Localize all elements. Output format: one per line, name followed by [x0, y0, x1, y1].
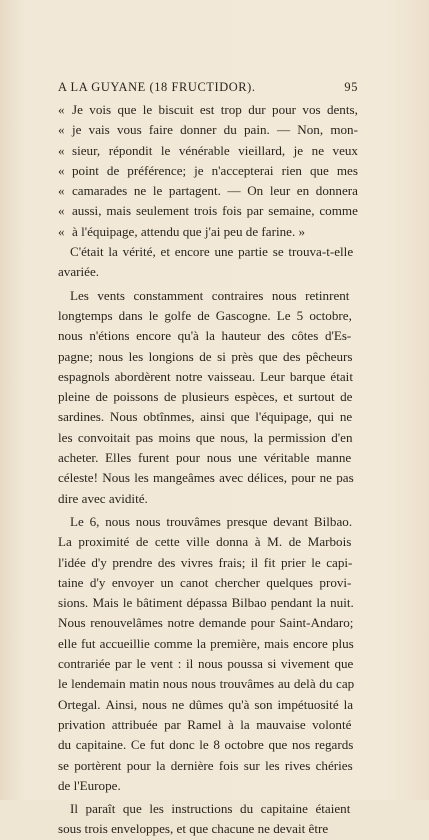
quote-mark: «	[58, 142, 65, 158]
text-line: pleine de poissons de plusieurs espèces, et surtout de	[58, 389, 353, 405]
quote-mark: «	[58, 122, 65, 138]
text-line: privation attribuée par Ramel à la mauvaise volonté	[58, 716, 352, 732]
text-line: Nous renouvelâmes notre demande pour Saint-Andaro;	[58, 615, 354, 631]
text-line: acheter. Elles furent pour nous une véritable manne	[58, 450, 352, 466]
text-line: se portèrent pour la dernière fois sur les rives chéries	[58, 757, 353, 773]
page-body	[58, 100, 358, 840]
text-line: « sieur, répondit le vénérable vieillard, je ne veux	[58, 141, 358, 161]
paragraph	[58, 100, 358, 242]
text-line: La proximité de cette ville donna à M. de Marbois	[58, 534, 352, 550]
text-line: de l'Europe.	[58, 777, 121, 793]
running-title: A LA GUYANE (18 FRUCTIDOR).	[58, 80, 256, 94]
quote-mark: «	[58, 183, 65, 199]
text-line: contrariée par le vent : il nous poussa si vivement que	[58, 656, 354, 672]
quote-mark: «	[58, 223, 65, 239]
text-line: sions. Mais le bâtiment dépassa Bilbao pendant la nuit.	[58, 595, 354, 611]
text-line: « Je vois que le biscuit est trop dur pour vos dents,	[58, 100, 358, 120]
page-number: 95	[344, 80, 358, 94]
text-line: Il paraît que les instructions du capitaine étaient	[70, 801, 351, 817]
text-line: C'était la vérité, et encore une partie se trouva-t-elle	[70, 244, 354, 260]
text-line: Les vents constamment contraires nous retinrent	[70, 287, 350, 303]
text-line: taine d'y envoyer un canot chercher quelques provi-	[58, 574, 352, 590]
text-line: « je vais vous faire donner du pain. — Non, mon-	[58, 120, 358, 140]
running-header	[58, 80, 358, 95]
text-line: l'idée d'y prendre des vivres frais; il fit prier le capi-	[58, 554, 353, 570]
text-line: Le 6, nous nous trouvâmes presque devant Bilbao.	[70, 513, 353, 529]
text-line: « camarades ne le partagent. — On leur en donnera	[58, 181, 358, 201]
text-line: « à l'équipage, attendu que j'ai peu de farine. »	[58, 222, 358, 242]
text-line: nous n'étions encore qu'à la hauteur des côtes d'Es-	[58, 328, 352, 344]
text-line: céleste! Nous les mangeâmes avec délices, pour ne pas	[58, 470, 354, 486]
text-line: elle fut accueillie comme la première, mais encore plus	[58, 635, 354, 651]
quote-mark: «	[58, 162, 65, 178]
text-line: « point de préférence; je n'accepterai rien que mes	[58, 161, 358, 181]
text-line: avariée.	[58, 264, 100, 280]
paragraph	[58, 242, 358, 283]
text-line: dire avec avidité.	[58, 490, 148, 506]
text-line: pagne; nous les longions de si près que des pêcheurs	[58, 348, 353, 364]
text-line: le lendemain matin nous nous trouvâmes au delà du cap	[58, 676, 355, 692]
text-line: Ortegal. Ainsi, nous ne dûmes qu'à son impétuosité la	[58, 696, 354, 712]
text-line: sardines. Nous obtînmes, ainsi que l'équipage, qui ne	[58, 409, 353, 425]
text-line: « aussi, mais seulement trois fois par semaine, comme	[58, 201, 358, 221]
paragraph	[58, 286, 358, 509]
text-line: les convoitait pas moins que nous, la permission d'en	[58, 429, 353, 445]
quote-mark: «	[58, 203, 65, 219]
text-line: du capitaine. Ce fut donc le 8 octobre que nos regards	[58, 737, 354, 753]
text-line: sous trois enveloppes, et que chacune ne devait être	[58, 821, 329, 837]
text-line: espagnols abordèrent notre vaisseau. Leur barque était	[58, 368, 353, 384]
text-line: longtemps dans le golfe de Gascogne. Le 5 octobre,	[58, 307, 352, 323]
paragraph	[58, 512, 358, 796]
quote-mark: «	[58, 102, 65, 117]
paragraph	[58, 799, 358, 840]
